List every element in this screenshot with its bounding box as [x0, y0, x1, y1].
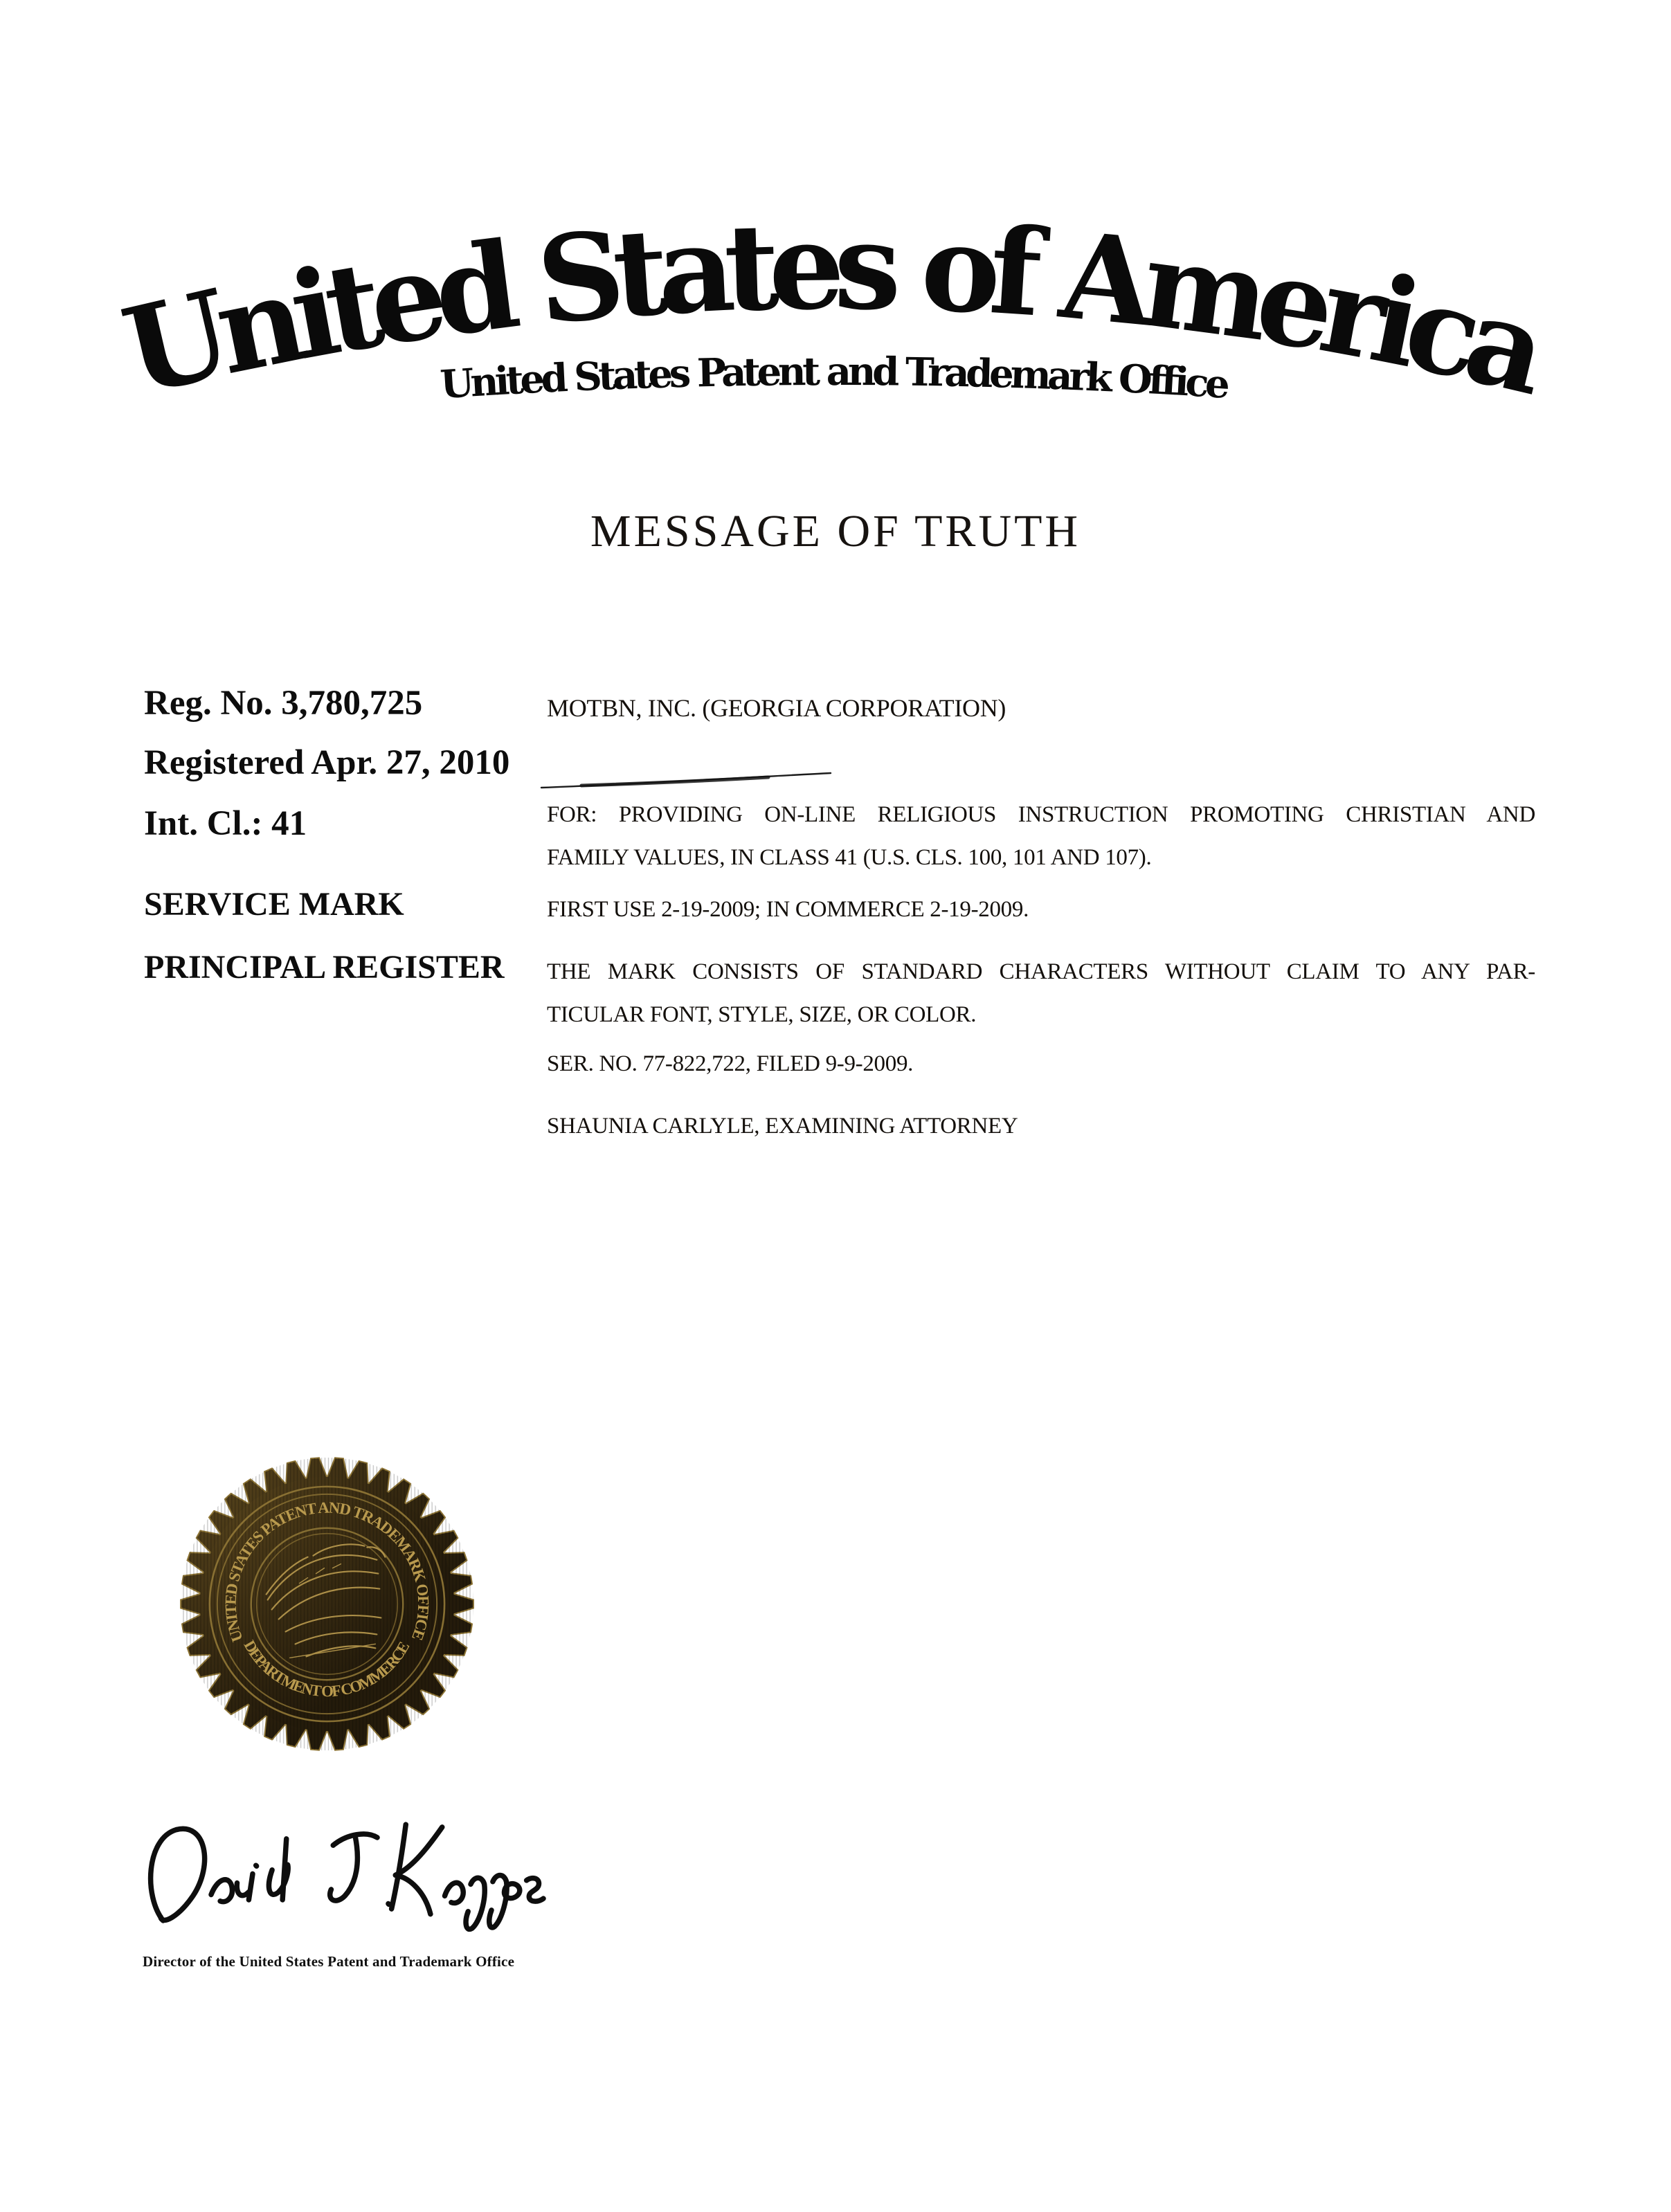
serial-number-line: SER. NO. 77-822,722, FILED 9-9-2009.: [547, 1051, 914, 1076]
page-title: MESSAGE OF TRUTH: [590, 506, 1081, 556]
uspto-seal: [173, 1450, 481, 1758]
goods-services-line1: FOR: PROVIDING ON-LINE RELIGIOUS INSTRUCTION PROMOTING CHRISTIAN AND: [547, 802, 1535, 827]
signature-strokes: [151, 1824, 543, 1929]
owner-name: MOTBN, INC. (GEORGIA CORPORATION): [547, 694, 1006, 722]
goods-services-paragraph: [547, 793, 1535, 879]
signature-script: [138, 1805, 554, 1941]
mark-statement-line1: THE MARK CONSISTS OF STANDARD CHARACTERS WITHOUT CLAIM TO ANY PAR-: [547, 959, 1535, 984]
service-mark-label: SERVICE MARK: [144, 886, 404, 923]
office-subtitle: United States Patent and Trademark Office: [439, 348, 1232, 408]
goods-services-line2: FAMILY VALUES, IN CLASS 41 (U.S. CLS. 100, 101 AND 107).: [547, 845, 1152, 870]
mark-statement-paragraph: [547, 950, 1535, 1036]
examining-attorney-line: SHAUNIA CARLYLE, EXAMINING ATTORNEY: [547, 1114, 1018, 1139]
seal-bottom-text: DEPARTMENT OF COMMERCE: [240, 1637, 414, 1701]
director-title-line: Director of the United States Patent and Trademark Office: [143, 1953, 515, 1970]
header-arch: [111, 195, 1560, 488]
principal-register-label: PRINCIPAL REGISTER: [144, 949, 505, 986]
first-use-line: FIRST USE 2-19-2009; IN COMMERCE 2-19-2009.: [547, 897, 1029, 922]
mark-statement-line2: TICULAR FONT, STYLE, SIZE, OR COLOR.: [547, 1002, 977, 1027]
registered-date-label: Registered Apr. 27, 2010: [144, 743, 510, 782]
reg-number-label: Reg. No. 3,780,725: [144, 684, 423, 723]
country-arch-title: United States of America: [111, 195, 1560, 423]
pen-stroke-line: [540, 770, 833, 795]
seal-top-text: UNITED STATES PATENT AND TRADEMARK OFFICE: [222, 1498, 433, 1644]
int-class-label: Int. Cl.: 41: [144, 804, 307, 843]
